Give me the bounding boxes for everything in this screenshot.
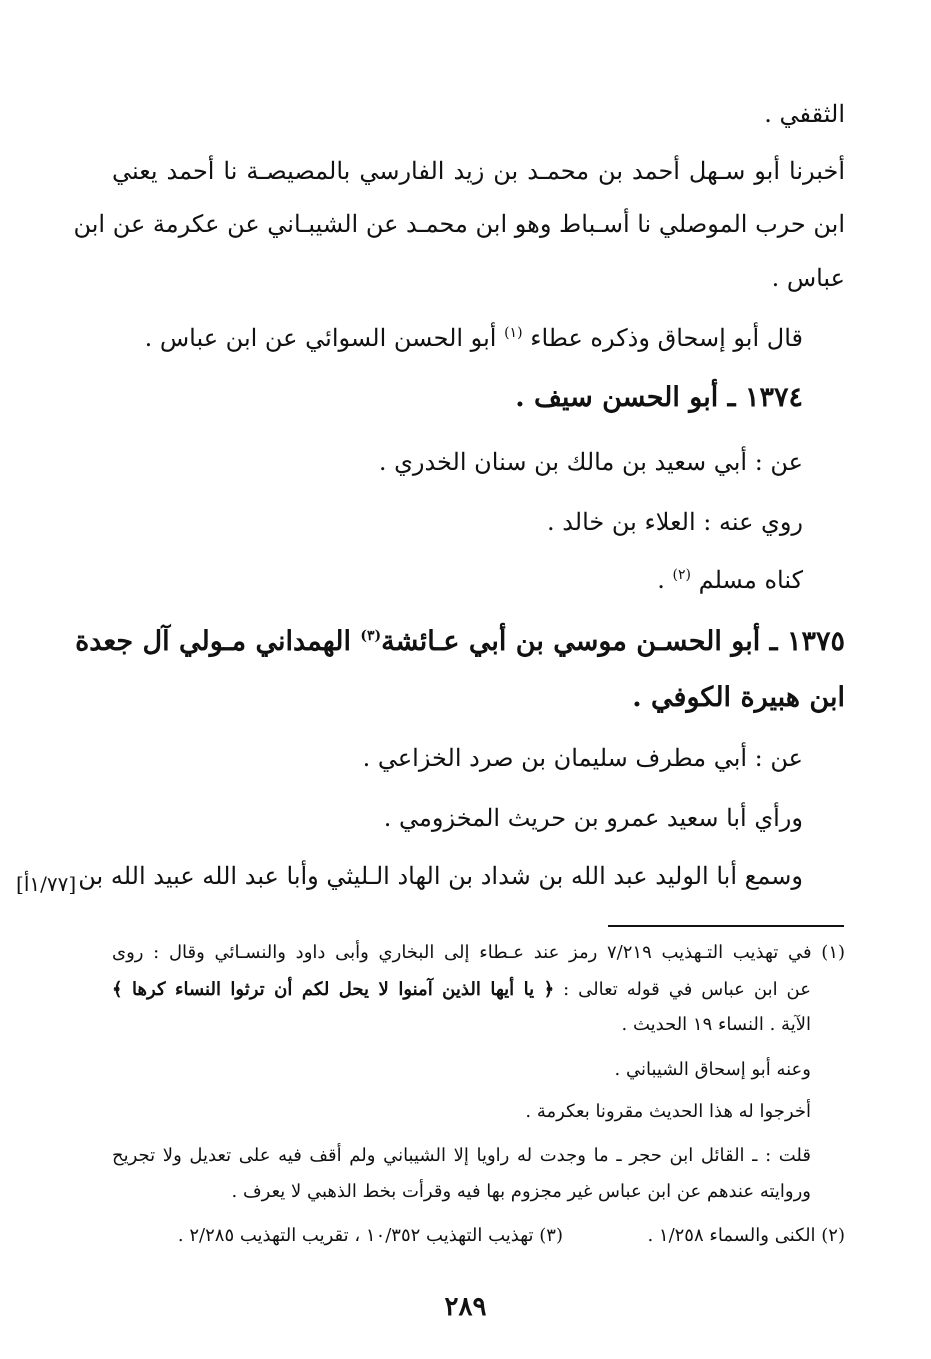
- footnote-1-line-2: [112, 979, 811, 1001]
- footnote-1-line-4: وعنه أبو إسحاق الشيباني .: [614, 1059, 811, 1080]
- footnote-1-line-3: الآية . النساء ١٩ الحديث .: [621, 1014, 811, 1035]
- entry-heading-1375: [75, 626, 845, 658]
- line-5-part-b: أبو الحسن السوائي عن ابن عباس .: [144, 324, 497, 352]
- entry-heading-1374: ١٣٧٤ ـ أبو الحسن سيف .: [515, 382, 803, 413]
- body-line-11: وسمع أبا الوليد عبد الله بن شداد بن الهاد الـليثي وأبا عبد الله عبيد الله بن: [78, 862, 803, 890]
- body-line-6: عن : أبي سعيد بن مالك بن سنان الخدري .: [378, 448, 803, 476]
- footnote-divider: [608, 925, 844, 927]
- footnote-ref-2[interactable]: (٢): [672, 567, 691, 583]
- quran-verse: ﴿ يا أيها الذين آمنوا لا يحل لكم أن ترثوا النساء كرها ﴾: [112, 979, 555, 1000]
- page-number: ٢٨٩: [444, 1292, 487, 1322]
- heading-1375-part-a: ١٣٧٥ ـ أبو الحسـن موسي بن أبي عـائشة: [381, 626, 845, 657]
- footnote-3: (٣) تهذيب التهذيب ١٠/٣٥٢ ، تقريب التهذيب ٢/٢٨٥ .: [177, 1225, 563, 1246]
- footnote-1-line-7: وروايته عندهم عن ابن عباس غير مجزوم بها فيه وقرأت بخط الذهبي لا يعرف .: [231, 1181, 811, 1202]
- body-line-10: ورأي أبا سعيد عمرو بن حريث المخزومي .: [383, 804, 803, 832]
- footnote-1-intro: عن ابن عباس في قوله تعالى :: [563, 979, 811, 1000]
- entry-heading-1375-cont: ابن هبيرة الكوفي .: [632, 682, 845, 713]
- body-line-9: عن : أبي مطرف سليمان بن صرد الخزاعي .: [362, 744, 803, 772]
- body-line-3: ابن حرب الموصلي نا أسـباط وهو ابن محمـد عن الشيبـاني عن عكرمة عن ابن: [73, 210, 845, 238]
- footnote-1-line-5: أخرجوا له هذا الحديث مقرونا بعكرمة .: [525, 1101, 811, 1122]
- heading-1375-part-b: الهمداني مـولي آل جعدة: [75, 626, 351, 657]
- footnote-ref-1[interactable]: (١): [504, 325, 523, 341]
- line-5-part-a: قال أبو إسحاق وذكره عطاء: [530, 324, 803, 352]
- body-line-1: الثقفي .: [764, 100, 845, 128]
- body-line-8: [657, 566, 803, 595]
- footnote-2: (٢) الكنى والسماء ١/٢٥٨ .: [647, 1225, 845, 1246]
- body-line-4: عباس .: [771, 264, 845, 292]
- body-line-7: روي عنه : العلاء بن خالد .: [546, 508, 803, 536]
- footnote-1-line-6: قلت : ـ القائل ابن حجر ـ ما وجدت له راويا إلا الشيباني ولم أقف فيه على تعديل ولا تجريح: [112, 1145, 811, 1166]
- line-8-part-a: كناه مسلم: [698, 566, 803, 594]
- body-line-5: [145, 324, 803, 353]
- margin-folio-ref: [١/٧٧أ]: [16, 872, 77, 896]
- footnote-1-line-1: (١) في تهذيب التـهذيب ٧/٢١٩ رمز عند عـطاء إلى البخاري وأبى داود والنسـائي وقال : روى: [112, 942, 846, 963]
- line-8-part-b: .: [657, 566, 665, 594]
- body-line-2: أخبرنا أبو سـهل أحمد بن محمـد بن زيد الفارسي بالمصيصـة نا أحمد يعني: [112, 157, 845, 185]
- footnote-ref-3[interactable]: (٣): [360, 628, 382, 644]
